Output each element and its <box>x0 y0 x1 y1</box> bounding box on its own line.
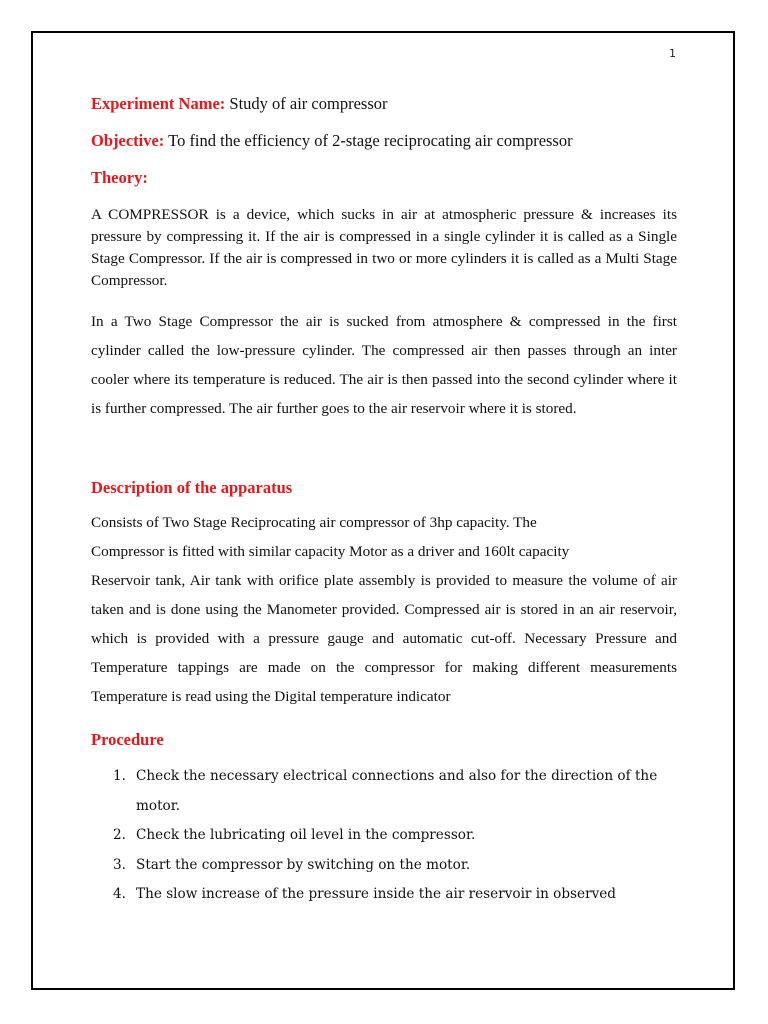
theory-title: Theory: <box>91 168 148 187</box>
step-number: 1. <box>113 768 126 784</box>
objective-line <box>91 131 573 151</box>
page-number: 1 <box>669 47 676 60</box>
step-text: Check the lubricating oil level in the compressor. <box>136 827 476 843</box>
procedure-step <box>113 880 673 910</box>
theory-paragraph-2: In a Two Stage Compressor the air is sucked from atmosphere & compressed in the first cylinder called the low-pressure cylinder. The compressed air then passes through an inter cooler where its temperature is reduced. The air is then passed into the second cylinder where it is further compressed. The air further goes to the air reservoir where it is stored. <box>91 313 677 417</box>
step-number: 4. <box>113 886 126 902</box>
apparatus-title: Description of the apparatus <box>91 478 293 497</box>
objective-value: To find the efficiency of 2-stage reciprocating air compressor <box>164 131 573 150</box>
step-text: Check the necessary electrical connections and also for the direction of the motor. <box>136 768 658 814</box>
experiment-name-value: Study of air compressor <box>225 94 388 113</box>
theory-paragraph-1: A COMPRESSOR is a device, which sucks in air at atmospheric pressure & increases its pressure by compressing it. If the air is compressed in a single cylinder it is called as a Single Stage Compressor. If the air is compressed in two or more cylinders it is called as a Multi Stage Compressor. <box>91 206 677 289</box>
procedure-step <box>113 762 673 821</box>
experiment-name-label: Experiment Name: <box>91 94 226 113</box>
step-number: 2. <box>113 827 126 843</box>
procedure-step <box>113 821 673 851</box>
step-text: Start the compressor by switching on the motor. <box>136 856 471 873</box>
procedure-step <box>113 851 673 881</box>
procedure-title: Procedure <box>91 730 164 749</box>
apparatus-line-1: Consists of Two Stage Reciprocating air compressor of 3hp capacity. The <box>91 514 537 531</box>
apparatus-paragraph: Reservoir tank, Air tank with orifice plate assembly is provided to measure the volume of air taken and is done using the Manometer provided. Compressed air is stored in an air reservoir, which is provided with a pressure gauge and automatic cut-off. Necessary Pressure and Temperature tappings are made on the compressor for making different measurements Temperature is read using the Digital temperature indicator <box>91 572 677 705</box>
experiment-name-line <box>91 94 388 114</box>
step-number: 3. <box>113 856 126 873</box>
step-text: The slow increase of the pressure inside the air reservoir in observed <box>136 886 616 902</box>
objective-label: Objective: <box>91 131 165 150</box>
procedure-list <box>113 762 673 910</box>
apparatus-line-2: Compressor is fitted with similar capacity Motor as a driver and 160lt capacity <box>91 543 570 560</box>
